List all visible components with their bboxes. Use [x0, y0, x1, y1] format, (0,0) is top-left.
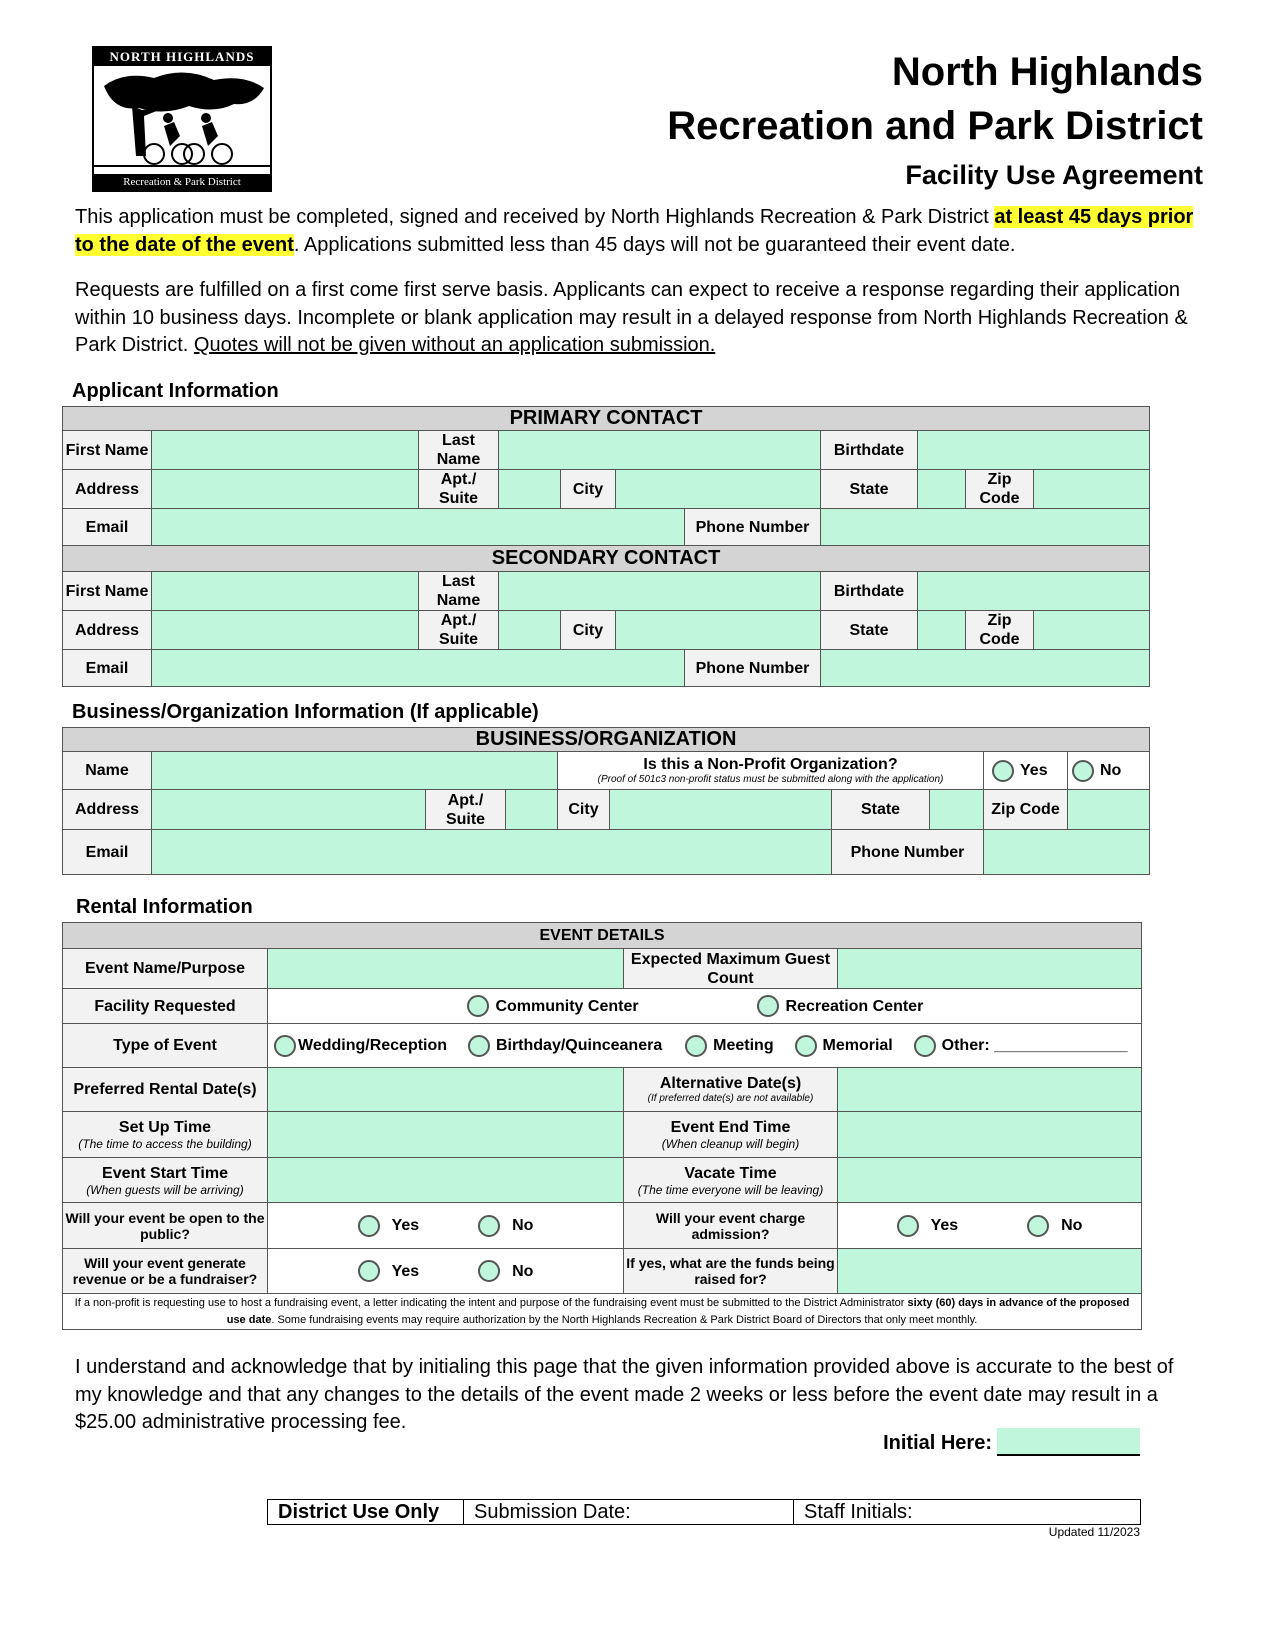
alternative-date-label	[624, 1068, 838, 1112]
open-public-no[interactable]	[478, 1217, 533, 1234]
facility-option-community[interactable]	[467, 997, 638, 1014]
primary-phone-field[interactable]	[821, 509, 1150, 546]
phone-label: Phone Number	[832, 830, 984, 875]
business-apt-field[interactable]	[506, 790, 558, 830]
phone-label: Phone Number	[685, 509, 821, 546]
type-option-birthday[interactable]	[468, 1037, 662, 1054]
apt-label: Apt./ Suite	[419, 611, 499, 650]
end-time-field[interactable]	[838, 1112, 1142, 1158]
first-name-label: First Name	[63, 431, 152, 470]
primary-birthdate-field[interactable]	[918, 431, 1150, 470]
revenue-options	[268, 1249, 624, 1294]
yes-label: Yes	[930, 1217, 959, 1234]
radio-button-icon[interactable]	[478, 1260, 500, 1282]
charge-admission-label: Will your event charge admission?	[624, 1203, 838, 1249]
deadline-highlight: at least 45 days prior to the date of the event	[75, 206, 1194, 256]
vacate-time-text: Vacate Time	[684, 1164, 777, 1182]
intro-paragraph-1	[75, 204, 1205, 259]
start-time-note: (When guests will be arriving)	[86, 1182, 244, 1197]
radio-button-icon[interactable]	[1027, 1215, 1049, 1237]
vacate-time-field[interactable]	[838, 1158, 1142, 1203]
secondary-last-name-field[interactable]	[499, 572, 821, 611]
fundraising-note-text: If a non-profit is requesting use to host a fundraising event, a letter indicating the intent and purpose of the fundraising event must be submitted to the District Administrator	[74, 1296, 908, 1309]
phone-label: Phone Number	[685, 650, 821, 687]
start-time-field[interactable]	[268, 1158, 624, 1203]
revenue-no[interactable]	[478, 1262, 533, 1279]
primary-contact-header: PRIMARY CONTACT	[63, 407, 1150, 431]
radio-button-icon[interactable]	[478, 1215, 500, 1237]
applicant-table	[62, 406, 1150, 687]
secondary-first-name-field[interactable]	[152, 572, 419, 611]
address-label: Address	[63, 470, 152, 509]
type-option-other[interactable]	[914, 1037, 1128, 1054]
radio-button-icon[interactable]	[757, 995, 779, 1017]
revenue-label: Will your event generate revenue or be a fundraiser?	[63, 1249, 268, 1294]
secondary-apt-field[interactable]	[499, 611, 561, 650]
nonprofit-question	[558, 752, 984, 790]
form-subtitle: Facility Use Agreement	[905, 160, 1203, 190]
email-label: Email	[63, 509, 152, 546]
business-address-field[interactable]	[152, 790, 426, 830]
primary-zip-field[interactable]	[1034, 470, 1150, 509]
radio-button-icon[interactable]	[358, 1215, 380, 1237]
radio-button-icon[interactable]	[795, 1035, 817, 1057]
business-city-field[interactable]	[610, 790, 832, 830]
end-time-note: (When cleanup will begin)	[661, 1137, 800, 1151]
event-type-label: Type of Event	[63, 1024, 268, 1068]
charge-no[interactable]	[1027, 1217, 1082, 1234]
option-label: Birthday/Quinceanera	[495, 1037, 663, 1054]
quotes-notice: Quotes will not be given without an application submission.	[193, 334, 716, 356]
vacate-time-note: (The time everyone will be leaving)	[637, 1182, 824, 1197]
email-label: Email	[63, 830, 152, 875]
intro-p1-text: This application must be completed, signed and received by North Highlands Recreation & Park District	[75, 206, 995, 228]
preferred-date-label: Preferred Rental Date(s)	[63, 1068, 268, 1112]
primary-state-field[interactable]	[918, 470, 966, 509]
intro-p2-text: Requests are fulfilled on a first come first serve basis. Applicants can expect to receive a response regarding their application within 10 business days. Incomplete or blank application may result in a delayed response from North Highlands Recreation & Park District.	[75, 279, 1188, 356]
option-label: Memorial	[822, 1037, 893, 1054]
business-header: BUSINESS/ORGANIZATION	[63, 728, 1150, 752]
radio-button-icon[interactable]	[274, 1035, 296, 1057]
first-name-label: First Name	[63, 572, 152, 611]
radio-button-icon[interactable]	[468, 1035, 490, 1057]
state-label: State	[832, 790, 930, 830]
nonprofit-no-option[interactable]	[1068, 752, 1150, 790]
option-label: Community Center	[495, 997, 639, 1015]
charge-admission-options	[838, 1203, 1142, 1249]
business-name-label: Name	[63, 752, 152, 790]
secondary-state-field[interactable]	[918, 611, 966, 650]
business-name-field[interactable]	[152, 752, 558, 790]
end-time-text: Event End Time	[670, 1119, 791, 1136]
zip-label: Zip Code	[984, 790, 1068, 830]
business-table	[62, 727, 1150, 875]
open-public-label: Will your event be open to the public?	[63, 1203, 268, 1249]
yes-label: Yes	[391, 1217, 420, 1234]
secondary-city-field[interactable]	[616, 611, 821, 650]
city-label: City	[561, 611, 616, 650]
business-phone-field[interactable]	[984, 830, 1150, 875]
city-label: City	[561, 470, 616, 509]
funds-purpose-label: If yes, what are the funds being raised for?	[624, 1249, 838, 1294]
initial-field[interactable]	[997, 1428, 1140, 1456]
option-label: Meeting	[713, 1037, 774, 1054]
secondary-address-field[interactable]	[152, 611, 419, 650]
nonprofit-note: (Proof of 501c3 non-profit status must be submitted along with the application)	[597, 774, 944, 785]
yes-label: Yes	[391, 1262, 420, 1280]
zip-label: Zip Code	[966, 611, 1034, 650]
radio-button-icon[interactable]	[358, 1260, 380, 1282]
alternative-date-text: Alternative Date(s)	[659, 1075, 802, 1092]
zip-label: Zip Code	[966, 470, 1034, 509]
yes-label: Yes	[1020, 762, 1048, 779]
radio-button-icon[interactable]	[467, 995, 489, 1017]
alternative-date-note: (If preferred date(s) are not available)	[647, 1093, 814, 1104]
setup-time-note: (The time to access the building)	[78, 1137, 252, 1151]
nonprofit-question-text: Is this a Non-Profit Organization?	[643, 756, 898, 773]
staff-initials-label: Staff Initials:	[804, 1501, 913, 1523]
district-use-box	[267, 1499, 1141, 1525]
address-label: Address	[63, 611, 152, 650]
option-label: Wedding/Reception	[298, 1037, 448, 1054]
primary-first-name-field[interactable]	[152, 431, 419, 470]
primary-last-name-field[interactable]	[499, 431, 821, 470]
submission-date-label: Submission Date:	[464, 1500, 794, 1524]
secondary-zip-field[interactable]	[1034, 611, 1150, 650]
option-label: Other: _______________	[941, 1037, 1128, 1054]
start-time-label	[63, 1158, 268, 1203]
event-name-label: Event Name/Purpose	[63, 949, 268, 989]
secondary-email-field[interactable]	[152, 650, 685, 687]
facility-label: Facility Requested	[63, 989, 268, 1024]
birthdate-label: Birthdate	[821, 431, 918, 470]
start-time-text: Event Start Time	[102, 1164, 228, 1182]
district-logo	[92, 46, 272, 192]
radio-button-icon[interactable]	[685, 1035, 707, 1057]
charge-yes[interactable]	[897, 1217, 959, 1234]
max-guests-label: Expected Maximum Guest Count	[624, 949, 838, 989]
business-email-field[interactable]	[152, 830, 832, 875]
district-use-label: District Use Only	[268, 1500, 464, 1524]
preferred-date-field[interactable]	[268, 1068, 624, 1112]
secondary-birthdate-field[interactable]	[918, 572, 1150, 611]
fundraising-note	[63, 1294, 1142, 1330]
facility-options	[268, 989, 1142, 1024]
acknowledgement-text: I understand and acknowledge that by initialing this page that the given information provided above is accurate to the best of my knowledge and that any changes to the details of the event made 2 weeks or less before the event date may result in a $25.00 administrative processing fee.	[75, 1356, 1174, 1433]
radio-button-icon[interactable]	[914, 1035, 936, 1057]
email-label: Email	[63, 650, 152, 687]
no-label: No	[512, 1262, 534, 1280]
option-label: Recreation Center	[785, 997, 924, 1015]
primary-email-field[interactable]	[152, 509, 685, 546]
radio-button-icon[interactable]	[992, 760, 1014, 782]
business-state-field[interactable]	[930, 790, 984, 830]
state-label: State	[821, 470, 918, 509]
no-label: No	[1061, 1217, 1083, 1234]
event-type-options	[268, 1024, 1142, 1068]
nonprofit-yes-option[interactable]	[984, 752, 1068, 790]
city-label: City	[558, 790, 610, 830]
open-public-options	[268, 1203, 624, 1249]
logo-bottom-text: Recreation & Park District	[94, 174, 270, 190]
rental-table	[62, 922, 1142, 1330]
intro-p1-text-end: . Applications submitted less than 45 days will not be guaranteed their event date.	[293, 233, 1016, 256]
setup-time-text: Set Up Time	[118, 1119, 212, 1136]
revenue-yes[interactable]	[358, 1262, 420, 1279]
business-section-title: Business/Organization Information (If applicable)	[72, 701, 539, 723]
intro-paragraph-2	[75, 277, 1205, 360]
logo-top-text: NORTH HIGHLANDS	[94, 48, 270, 66]
address-label: Address	[63, 790, 152, 830]
setup-time-label	[63, 1112, 268, 1158]
last-name-label: Last Name	[419, 572, 499, 611]
max-guests-field[interactable]	[838, 949, 1142, 989]
end-time-label	[624, 1112, 838, 1158]
apt-label: Apt./ Suite	[426, 790, 506, 830]
open-public-yes[interactable]	[358, 1217, 420, 1234]
funds-purpose-field[interactable]	[838, 1249, 1142, 1294]
primary-city-field[interactable]	[616, 470, 821, 509]
event-name-field[interactable]	[268, 949, 624, 989]
primary-apt-field[interactable]	[499, 470, 561, 509]
birthdate-label: Birthdate	[821, 572, 918, 611]
facility-option-recreation[interactable]	[757, 997, 923, 1014]
no-label: No	[1100, 762, 1122, 779]
title-line2: Recreation and Park District	[667, 104, 1203, 148]
setup-time-field[interactable]	[268, 1112, 624, 1158]
fundraising-note-deadline: sixty (60) days in advance of the proposed use date	[226, 1296, 1130, 1326]
radio-button-icon[interactable]	[897, 1215, 919, 1237]
apt-label: Apt./ Suite	[419, 470, 499, 509]
title-line1: North Highlands	[891, 50, 1203, 94]
type-option-meeting[interactable]	[685, 1037, 773, 1054]
primary-address-field[interactable]	[152, 470, 419, 509]
radio-button-icon[interactable]	[1072, 760, 1094, 782]
alternative-date-field[interactable]	[838, 1068, 1142, 1112]
tree-cyclists-illustration	[94, 66, 270, 176]
rental-section-title: Rental Information	[76, 896, 253, 918]
fundraising-note-text-end: . Some fundraising events may require authorization by the North Highlands Recreation & Park District Board of Directors that only meet monthly.	[271, 1313, 978, 1326]
secondary-contact-header: SECONDARY CONTACT	[63, 546, 1150, 572]
type-option-wedding[interactable]	[274, 1037, 447, 1054]
event-details-header: EVENT DETAILS	[63, 923, 1142, 949]
secondary-phone-field[interactable]	[821, 650, 1150, 687]
applicant-section-title: Applicant Information	[72, 380, 279, 402]
business-zip-field[interactable]	[1068, 790, 1150, 830]
no-label: No	[512, 1217, 534, 1234]
initial-here-label: Initial Here:	[883, 1432, 992, 1454]
state-label: State	[821, 611, 918, 650]
type-option-memorial[interactable]	[795, 1037, 893, 1054]
vacate-time-label	[624, 1158, 838, 1203]
updated-date: Updated 11/2023	[1048, 1525, 1140, 1539]
last-name-label: Last Name	[419, 431, 499, 470]
